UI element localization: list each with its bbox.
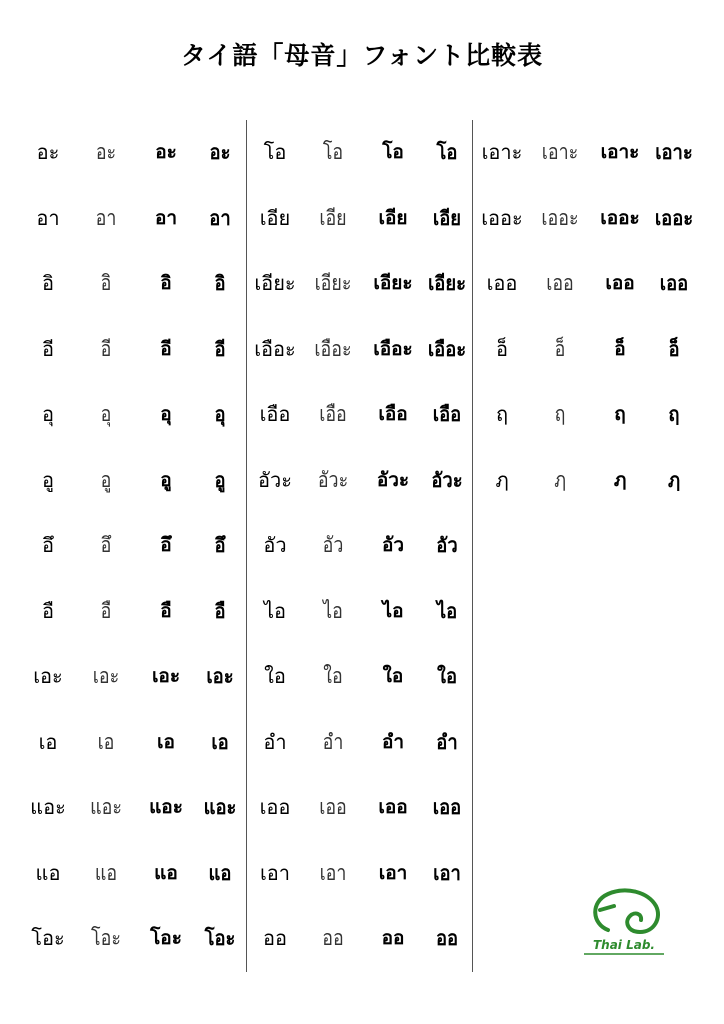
vowel-light: เอือ: [319, 402, 347, 426]
vowel-row: [247, 251, 473, 315]
vowel-display: อะ: [209, 140, 231, 164]
vowel-bold: อัวะ: [376, 468, 410, 491]
vowel-bold: ฤ: [614, 403, 626, 425]
vowel-light: แอ: [94, 860, 118, 885]
vowel-regular: ฤ: [495, 402, 509, 426]
vowel-row: [247, 448, 473, 512]
vowel-regular: เอาะ: [481, 140, 523, 164]
vowel-row: [474, 186, 700, 250]
vowel-light: เออ: [319, 795, 347, 819]
thai-lab-logo: [578, 886, 670, 956]
vowel-row: [474, 251, 700, 315]
vowel-bold: เอียะ: [373, 272, 413, 294]
vowel-row: [474, 120, 700, 184]
vowel-display: อู: [214, 467, 226, 492]
vowel-light: เอะ: [92, 664, 120, 688]
vowel-display: เอีย: [432, 205, 462, 230]
vowel-display: แอะ: [203, 795, 237, 819]
vowel-bold: โอ: [382, 141, 404, 163]
vowel-regular: เอะ: [33, 664, 63, 688]
vowel-light: อึ: [100, 533, 112, 557]
vowel-display: เอียะ: [427, 271, 467, 295]
vowel-bold: อำ: [381, 730, 405, 753]
vowel-row: [20, 579, 246, 643]
vowel-display: ออ: [435, 926, 459, 950]
vowel-row: [247, 186, 473, 250]
vowel-display: เอ: [211, 729, 229, 754]
vowel-row: [247, 513, 473, 577]
vowel-regular: อัว: [263, 533, 287, 557]
vowel-light: เอา: [319, 860, 347, 885]
vowel-regular: เอือะ: [254, 336, 296, 361]
vowel-regular: ไอ: [263, 598, 287, 623]
vowel-bold: อะ: [155, 141, 177, 163]
vowel-display: อื: [214, 598, 226, 623]
vowel-display: ฤ: [668, 402, 680, 426]
vowel-bold: อุ: [160, 403, 172, 425]
logo-text: Thai Lab.: [592, 938, 656, 952]
vowel-display: อึ: [214, 533, 226, 557]
vowel-light: อำ: [322, 729, 344, 754]
vowel-bold: เอะ: [151, 665, 181, 687]
vowel-light: ใอ: [323, 664, 343, 688]
vowel-regular: เอียะ: [254, 271, 296, 295]
vowel-regular: ออ: [262, 926, 288, 950]
vowel-regular: อ็: [495, 336, 508, 361]
vowel-light: อู: [100, 467, 112, 492]
vowel-bold: เอ: [157, 730, 175, 753]
vowel-light: อิ: [100, 271, 112, 295]
vowel-light: เอ: [97, 729, 115, 754]
vowel-bold: อา: [154, 206, 178, 229]
vowel-light: เอีย: [319, 205, 347, 230]
vowel-light: อัว: [322, 533, 344, 557]
vowel-row: [247, 579, 473, 643]
vowel-light: อี: [100, 336, 112, 361]
vowel-light: เอือะ: [314, 336, 352, 361]
vowel-row: [20, 775, 246, 839]
vowel-regular: เออ: [486, 271, 518, 295]
vowel-regular: เอา: [259, 860, 291, 885]
vowel-bold: อ็: [614, 337, 626, 360]
vowel-regular: แอะ: [30, 795, 66, 819]
vowel-light: อื: [100, 598, 112, 623]
vowel-light: ไอ: [323, 598, 343, 623]
vowel-regular: เอีย: [259, 205, 291, 230]
vowel-regular: เออ: [259, 795, 291, 819]
vowel-light: แอะ: [90, 795, 122, 819]
vowel-regular: อา: [36, 205, 60, 230]
vowel-regular: โอะ: [31, 926, 65, 950]
vowel-display: เอะ: [206, 664, 234, 688]
vowel-row: [474, 448, 700, 512]
vowel-light: เออะ: [541, 205, 579, 230]
vowel-regular: อี: [41, 336, 54, 361]
vowel-regular: โอ: [263, 140, 287, 164]
vowel-bold: เอือะ: [373, 337, 413, 360]
vowel-bold: อัว: [381, 534, 405, 556]
vowel-display: อัวะ: [431, 467, 463, 492]
vowel-bold: เอีย: [378, 206, 408, 229]
vowel-display: เออ: [432, 795, 462, 819]
vowel-row: [20, 710, 246, 774]
vowel-display: ไอ: [436, 598, 458, 623]
vowel-bold: โอะ: [150, 927, 182, 949]
vowel-regular: ฦ: [495, 467, 509, 492]
vowel-display: ฦ: [667, 467, 681, 492]
vowel-bold: อี: [160, 337, 172, 360]
vowel-bold: ไอ: [382, 599, 404, 622]
vowel-row: [20, 448, 246, 512]
vowel-display: อา: [209, 205, 231, 230]
vowel-bold: เออ: [378, 796, 408, 818]
vowel-bold: ใอ: [382, 665, 404, 687]
vowel-display: เอือะ: [427, 336, 467, 361]
vowel-regular: อึ: [41, 533, 54, 557]
vowel-light: เออ: [546, 271, 574, 295]
vowel-row: [247, 120, 473, 184]
vowel-row: [20, 186, 246, 250]
vowel-row: [20, 251, 246, 315]
vowel-light: โอะ: [91, 926, 121, 950]
vowel-display: อุ: [214, 402, 226, 426]
vowel-regular: อู: [41, 467, 54, 492]
vowel-row: [247, 775, 473, 839]
vowel-display: โอ: [436, 140, 458, 164]
vowel-row: [474, 382, 700, 446]
vowel-regular: อัวะ: [258, 467, 292, 492]
vowel-light: อัวะ: [317, 467, 349, 492]
vowel-row: [474, 317, 700, 381]
vowel-bold: เออะ: [600, 206, 640, 229]
vowel-row: [247, 317, 473, 381]
vowel-bold: เอือ: [378, 403, 408, 425]
vowel-row: [20, 382, 246, 446]
vowel-bold: ฦ: [613, 468, 627, 491]
vowel-display: เออ: [659, 271, 689, 295]
vowel-display: เอา: [433, 860, 461, 885]
vowel-bold: อื: [160, 599, 172, 622]
vowel-regular: อำ: [263, 729, 287, 754]
vowel-regular: ใอ: [264, 664, 286, 688]
vowel-bold: อึ: [160, 534, 172, 556]
vowel-row: [247, 644, 473, 708]
vowel-light: เอียะ: [314, 271, 352, 295]
vowel-light: โอ: [322, 140, 344, 164]
vowel-row: [20, 120, 246, 184]
vowel-bold: เออ: [605, 272, 635, 294]
vowel-bold: อู: [160, 468, 172, 491]
vowel-regular: อิ: [41, 271, 54, 295]
vowel-light: อะ: [95, 140, 117, 164]
vowel-row: [20, 317, 246, 381]
vowel-regular: แอ: [35, 860, 61, 885]
vowel-row: [247, 382, 473, 446]
vowel-regular: อะ: [36, 140, 60, 164]
vowel-display: อิ: [214, 271, 226, 295]
vowel-display: เอือ: [432, 402, 462, 426]
vowel-light: เอาะ: [541, 140, 579, 164]
vowel-light: อุ: [100, 402, 112, 426]
page-title: タイ語「母音」フォント比較表: [180, 41, 544, 70]
vowel-light: อา: [95, 205, 117, 230]
vowel-light: ฦ: [554, 467, 566, 492]
vowel-row: [20, 841, 246, 905]
vowel-regular: อื: [41, 598, 54, 623]
vowel-row: [247, 906, 473, 970]
vowel-regular: เออะ: [481, 205, 523, 230]
vowel-bold: เอา: [378, 861, 408, 884]
vowel-display: อำ: [436, 729, 458, 754]
vowel-display: ใอ: [436, 664, 458, 688]
vowel-bold: แอะ: [149, 796, 183, 818]
vowel-row: [20, 513, 246, 577]
vowel-display: อ็: [668, 336, 680, 361]
vowel-display: เอาะ: [655, 140, 693, 164]
vowel-display: อัว: [436, 533, 458, 557]
vowel-regular: อุ: [41, 402, 54, 426]
vowel-row: [247, 841, 473, 905]
vowel-bold: อิ: [160, 272, 172, 294]
vowel-row: [20, 906, 246, 970]
vowel-light: อ็: [554, 336, 566, 361]
vowel-row: [20, 644, 246, 708]
vowel-bold: เอาะ: [600, 141, 640, 163]
vowel-light: ฤ: [554, 402, 566, 426]
vowel-display: โอะ: [204, 926, 236, 950]
vowel-display: เออะ: [654, 205, 694, 230]
vowel-regular: เอ: [38, 729, 58, 754]
vowel-bold: ออ: [381, 927, 405, 949]
vowel-display: อี: [214, 336, 226, 361]
vowel-bold: แอ: [154, 861, 178, 884]
vowel-regular: เอือ: [259, 402, 291, 426]
vowel-light: ออ: [322, 926, 344, 950]
vowel-display: แอ: [208, 860, 232, 885]
vowel-row: [247, 710, 473, 774]
